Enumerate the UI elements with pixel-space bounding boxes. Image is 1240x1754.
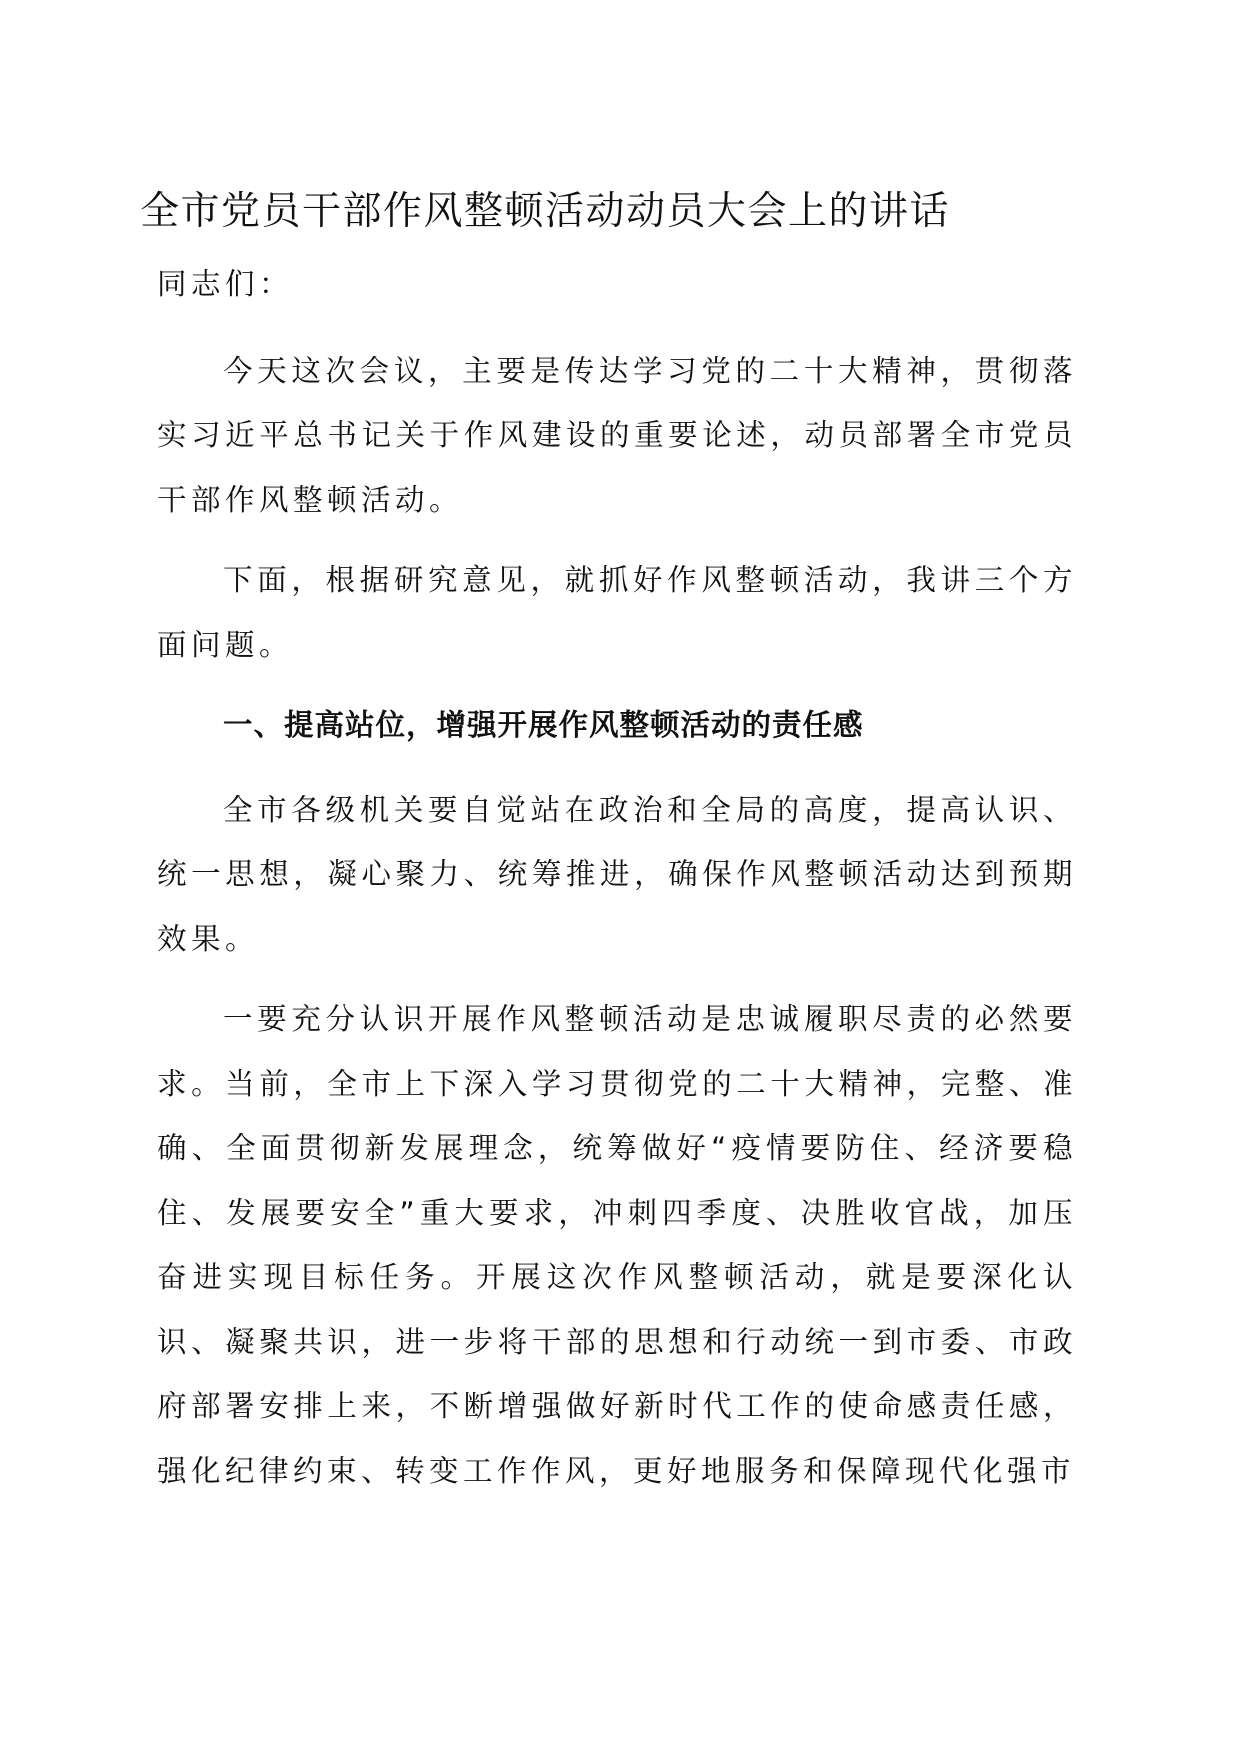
document-title: 全市党员干部作风整顿活动动员大会上的讲话: [140, 189, 951, 234]
section-heading: 一、提高站位，增强开展作风整顿活动的责任感: [223, 708, 864, 742]
intro-paragraph: 今天这次会议，主要是传达学习党的二十大精神，贯彻落实习近平总书记关于作风建设的重要论述，动员部署全市党员干部作风整顿活动。: [157, 353, 1077, 517]
section-paragraph: 一要充分认识开展作风整顿活动是忠诚履职尽责的必然要求。当前，全市上下深入学习贯彻党的二十大精神，完整、准确、全面贯彻新发展理念，统筹做好“疫情要防住、经济要稳住、发展要安全”重大要求，冲刺四季度、决胜收官战，加压奋进实现目标任务。开展这次作风整顿活动，就是要深化认识、凝聚共识，进一步将干部的思想和行动统一到市委、市政府部署安排上来，不断增强做好新时代工作的使命感责任感，强化纪律约束、转变工作作风，更好地服务和保障现代化强市: [157, 1002, 1077, 1488]
section-paragraph: 全市各级机关要自觉站在政治和全局的高度，提高认识、统一思想，凝心聚力、统筹推进，确保作风整顿活动达到预期效果。: [157, 792, 1077, 956]
outline-paragraph: 下面，根据研究意见，就抓好作风整顿活动，我讲三个方面问题。: [157, 563, 1077, 662]
salutation: 同志们：: [157, 267, 294, 301]
document-body: [157, 252, 1077, 1519]
